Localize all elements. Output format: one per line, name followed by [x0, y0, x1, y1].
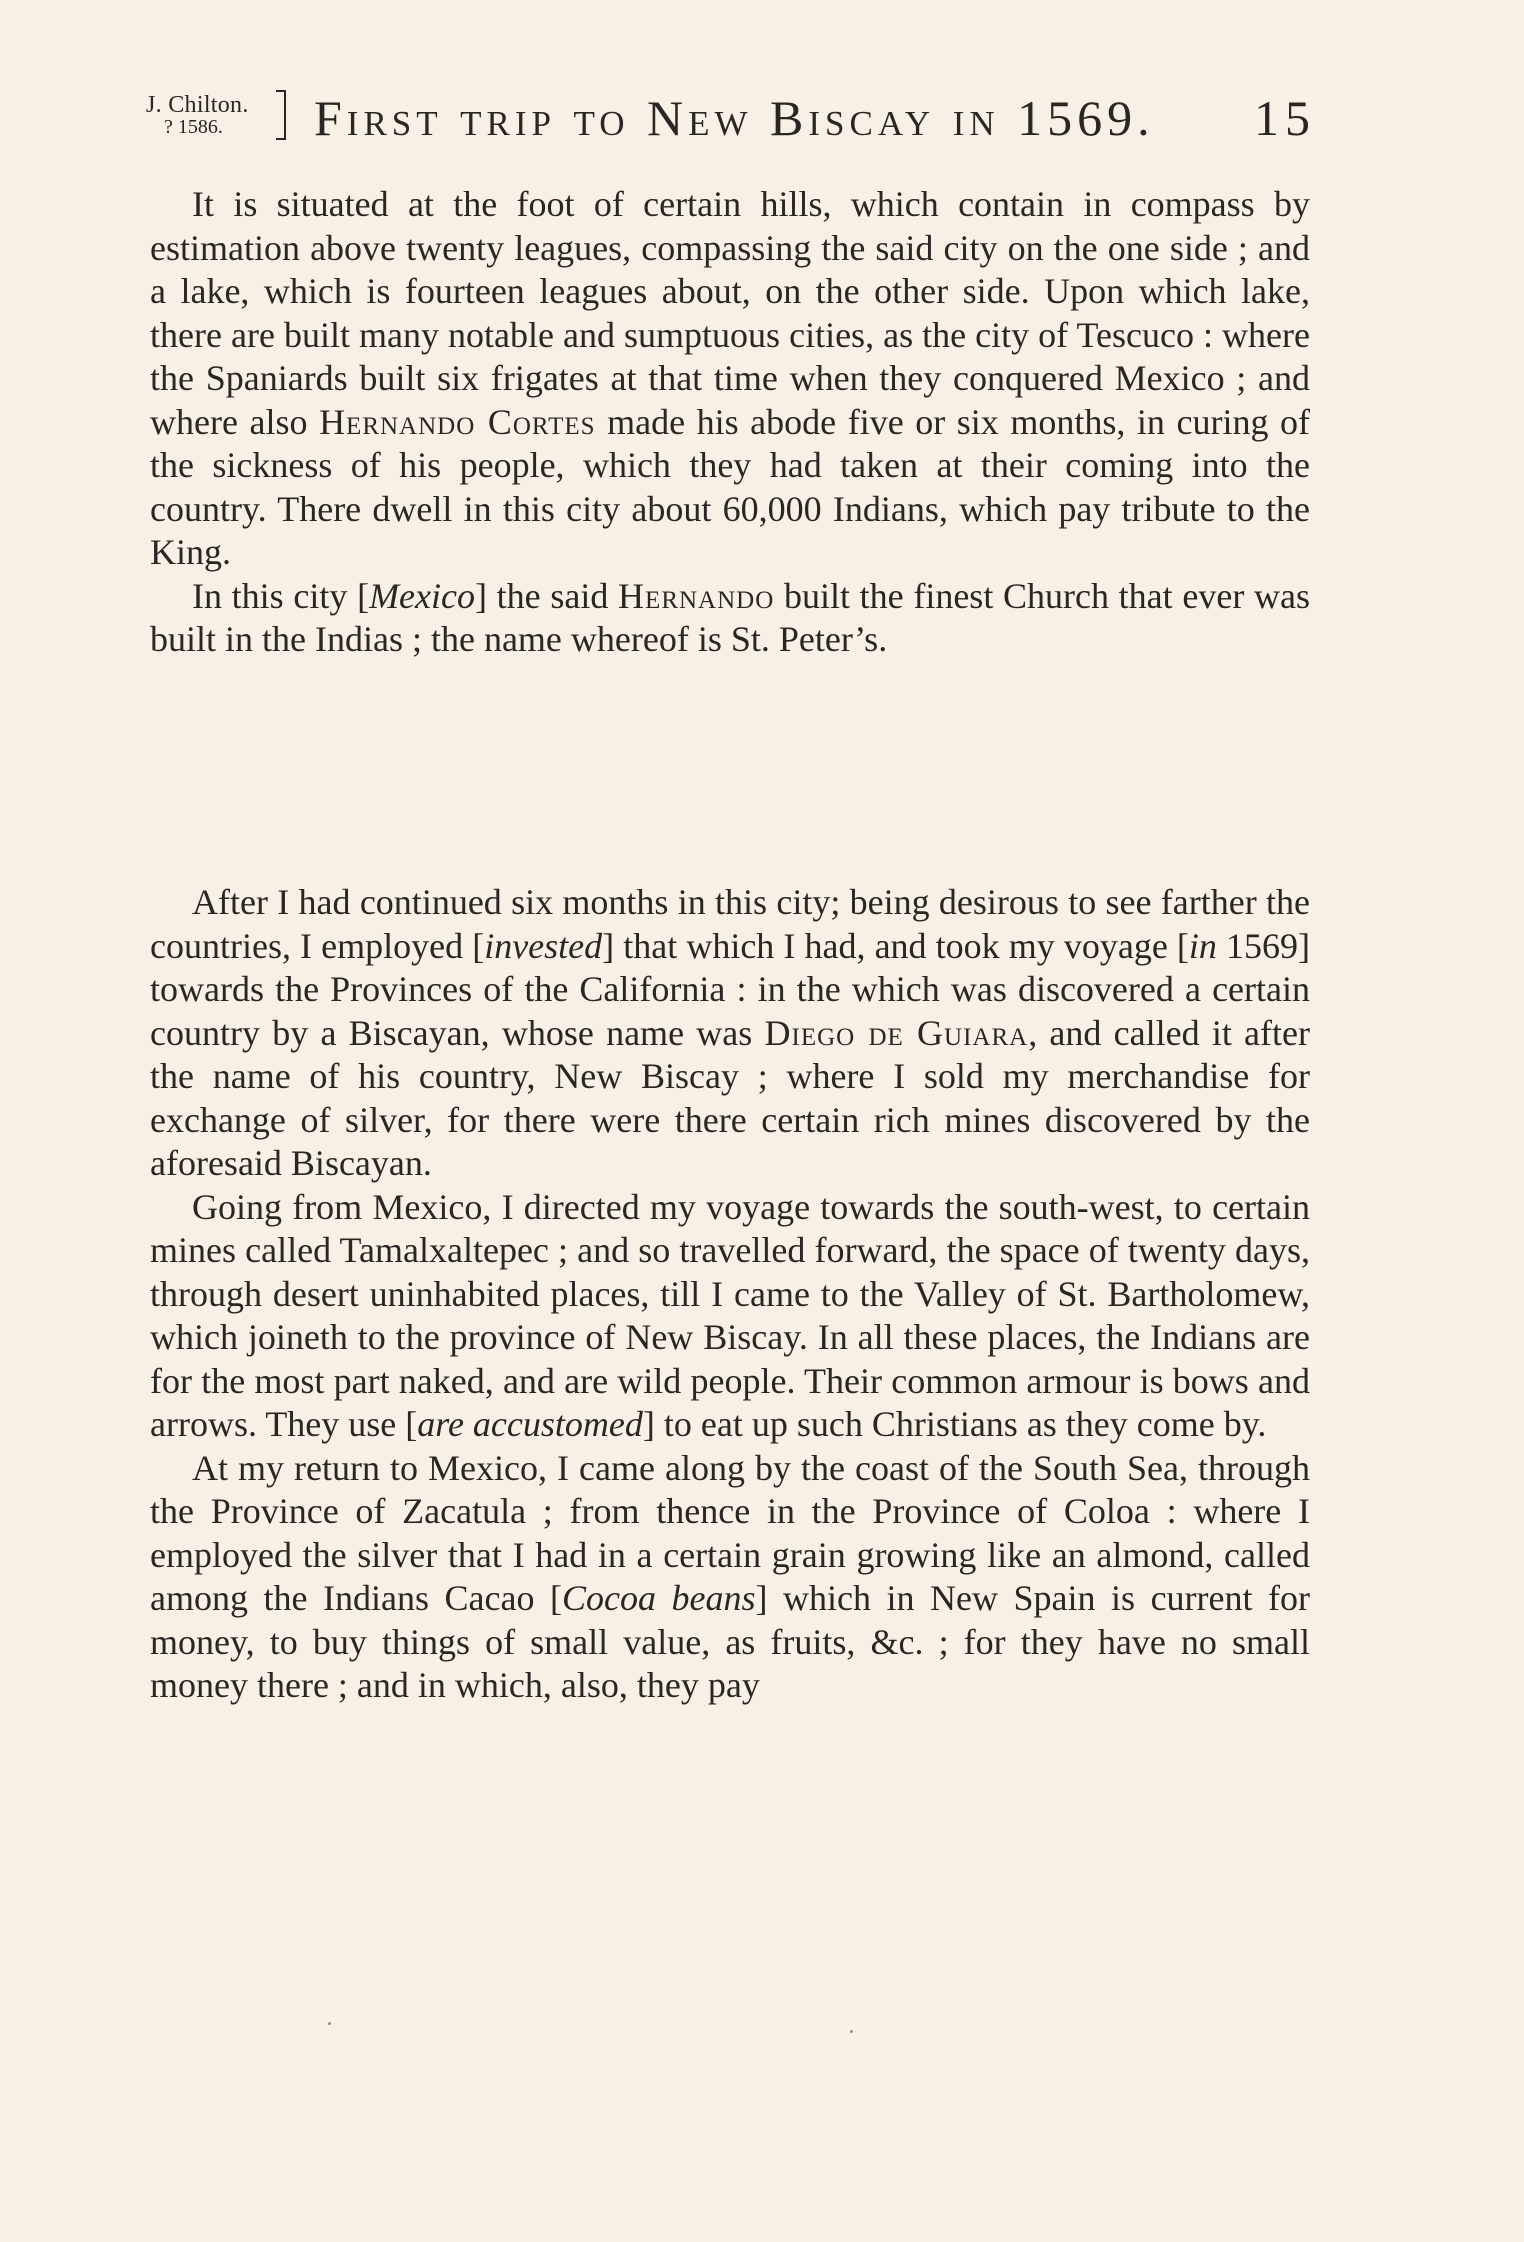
text-run: After I had continued six months in this city; being desirous to see farther the countries, I employed [: [150, 882, 1310, 966]
text-run: ] which in New Spain is current for money, to buy things of small value, as fruits, &c. ; for they have no small money there ; and in which, also, they pay: [150, 1578, 1311, 1705]
italic-gloss: Mexico: [369, 575, 475, 616]
text-run: It is situated at the foot of certain hills, which contain in compass by estimation above twenty leagues, compassing the said city on the one side ; and a lake, which is fourteen leagues about, on the other side. Upon which lake, there are built many notable and sumptuous cities, as the city of Tescuco : where the Spaniards built six frigates at that time when they conquered Mexico ; and where also: [150, 184, 1310, 442]
text-run: At my return to Mexico, I came along by the coast of the South Sea, through the Province of Zacatula ; from thence in the Province of Coloa : where I employed the silver that I had in a certain grain growing like an almond, called among the Indians Cacao [: [150, 1447, 1310, 1618]
paragraph: [150, 183, 1310, 575]
paragraph: [150, 1447, 1310, 1708]
running-head: [146, 88, 1316, 148]
text-run: built the finest Church that ever was built in the Indias ; the name whereof is St. Peter’s.: [150, 575, 1310, 659]
person-name: Diego de Guiara: [764, 1012, 1029, 1053]
text-run: Going from Mexico, I directed my voyage towards the south-west, to certain mines called Tamalxaltepec ; and so travelled forward, the space of twenty days, through desert uninhabited places, till I came to the Valley of St. Bartholomew, which joineth to the province of New Biscay. In all these places, the Indians are for the most part naked, and are wild people. Their common armour is bows and arrows. They use [: [150, 1186, 1310, 1444]
italic-gloss: are accustomed: [417, 1404, 643, 1444]
page-title: First trip to New Biscay in 1569.: [314, 90, 1155, 146]
italic-gloss: in: [1188, 925, 1217, 966]
page-number: 15: [1254, 90, 1316, 146]
paragraph: [150, 575, 1310, 662]
side-note-bracket: [276, 90, 286, 140]
text-section-1: [150, 183, 1310, 662]
paragraph: [150, 1186, 1310, 1447]
text-run: ] that which I had, and took my voyage [: [602, 925, 1189, 966]
text-run: 1569] towards the Provinces of the California : in the which was discovered a certain country by a Biscayan, whose name was: [150, 925, 1310, 1053]
paragraph: [150, 881, 1310, 1186]
paper-speck: [850, 2030, 853, 2033]
side-note: [146, 88, 296, 144]
paper-speck: [328, 2022, 331, 2025]
side-note-author: J. Chilton.: [146, 92, 249, 118]
text-run: , and called it after the name of his country, New Biscay ; where I sold my merchandise for exchange of silver, for there were there certain rich mines discovered by the aforesaid Biscayan.: [150, 1012, 1310, 1183]
text-run: ] the said: [475, 575, 619, 616]
italic-gloss: invested: [484, 925, 603, 966]
text-section-2: [150, 881, 1310, 1708]
text-run: made his abode five or six months, in curing of the sickness of his people, which they had taken at their coming into the country. There dwell in this city about 60,000 Indians, which pay tribute to the King.: [150, 401, 1311, 572]
text-run: In this city [: [192, 575, 370, 616]
italic-gloss: Cocoa beans: [561, 1578, 756, 1618]
text-run: ] to eat up such Christians as they come by.: [642, 1404, 1267, 1444]
person-name: Hernando: [618, 575, 775, 616]
side-note-date: ? 1586.: [164, 116, 223, 138]
person-name: Hernando Cortes: [319, 401, 596, 442]
